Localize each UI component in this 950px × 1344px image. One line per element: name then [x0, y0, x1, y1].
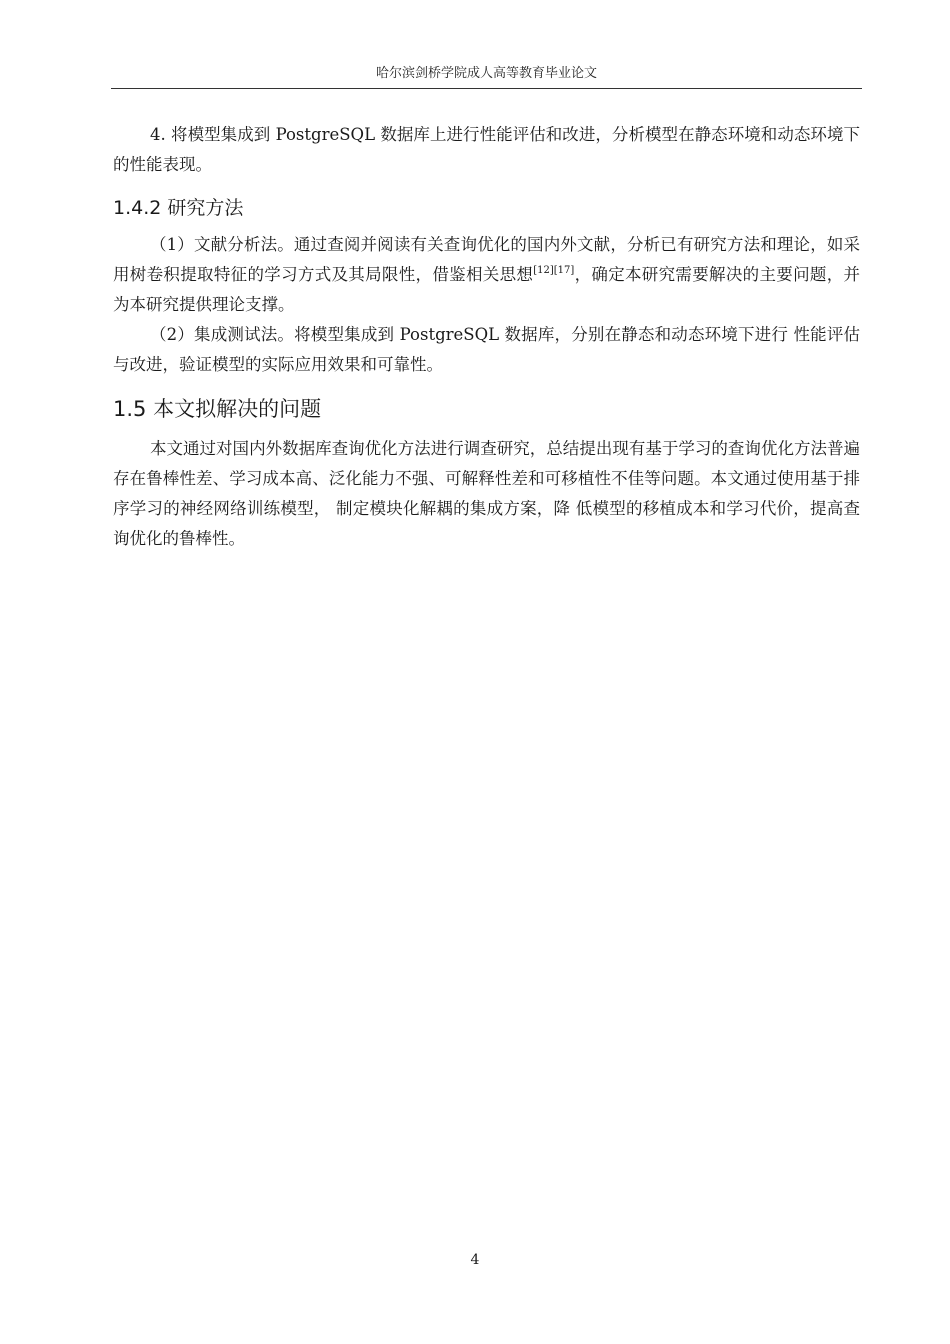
page-header — [111, 64, 862, 89]
citation-reference: [12][17] — [533, 265, 575, 276]
document-body — [113, 120, 860, 554]
paragraph-text: （1）文献分析法。通过查阅并阅读有关查询优化的国内外文献，分析已有研究方法和理论，如采用树卷积提取特征的学习方式及其局限性，借鉴相关思想 — [113, 235, 860, 284]
paragraph-literature-analysis — [113, 230, 860, 320]
paragraph-text: ，确定本研究需要解决的主要问题，并为本研究提供理论支撑。 — [113, 265, 861, 314]
paragraph-item-4: 4. 将模型集成到 PostgreSQL 数据库上进行性能评估和改进，分析模型在静态环境和动态环境下的性能表现。 — [113, 125, 860, 174]
section-heading-1-5: 1.5 本文拟解决的问题 — [113, 397, 322, 421]
header-title: 哈尔滨剑桥学院成人高等教育毕业论文 — [375, 66, 597, 81]
paragraph-integration-testing: （2）集成测试法。将模型集成到 PostgreSQL 数据库，分别在静态和动态环境下进行 性能评估与改进，验证模型的实际应用效果和可靠性。 — [113, 325, 860, 374]
paragraph-problems: 本文通过对国内外数据库查询优化方法进行调查研究，总结提出现有基于学习的查询优化方法普遍存在鲁棒性差、学习成本高、泛化能力不强、可解释性差和可移植性不佳等问题。本文通过使用基于排序学习的神经网络训练模型， 制定模块化解耦的集成方案，降 低模型的移植成本和学习代价，提高查询优化的鲁棒性。 — [113, 439, 860, 548]
section-heading-1-4-2: 1.4.2 研究方法 — [113, 197, 244, 219]
page-number: 4 — [470, 1252, 480, 1268]
